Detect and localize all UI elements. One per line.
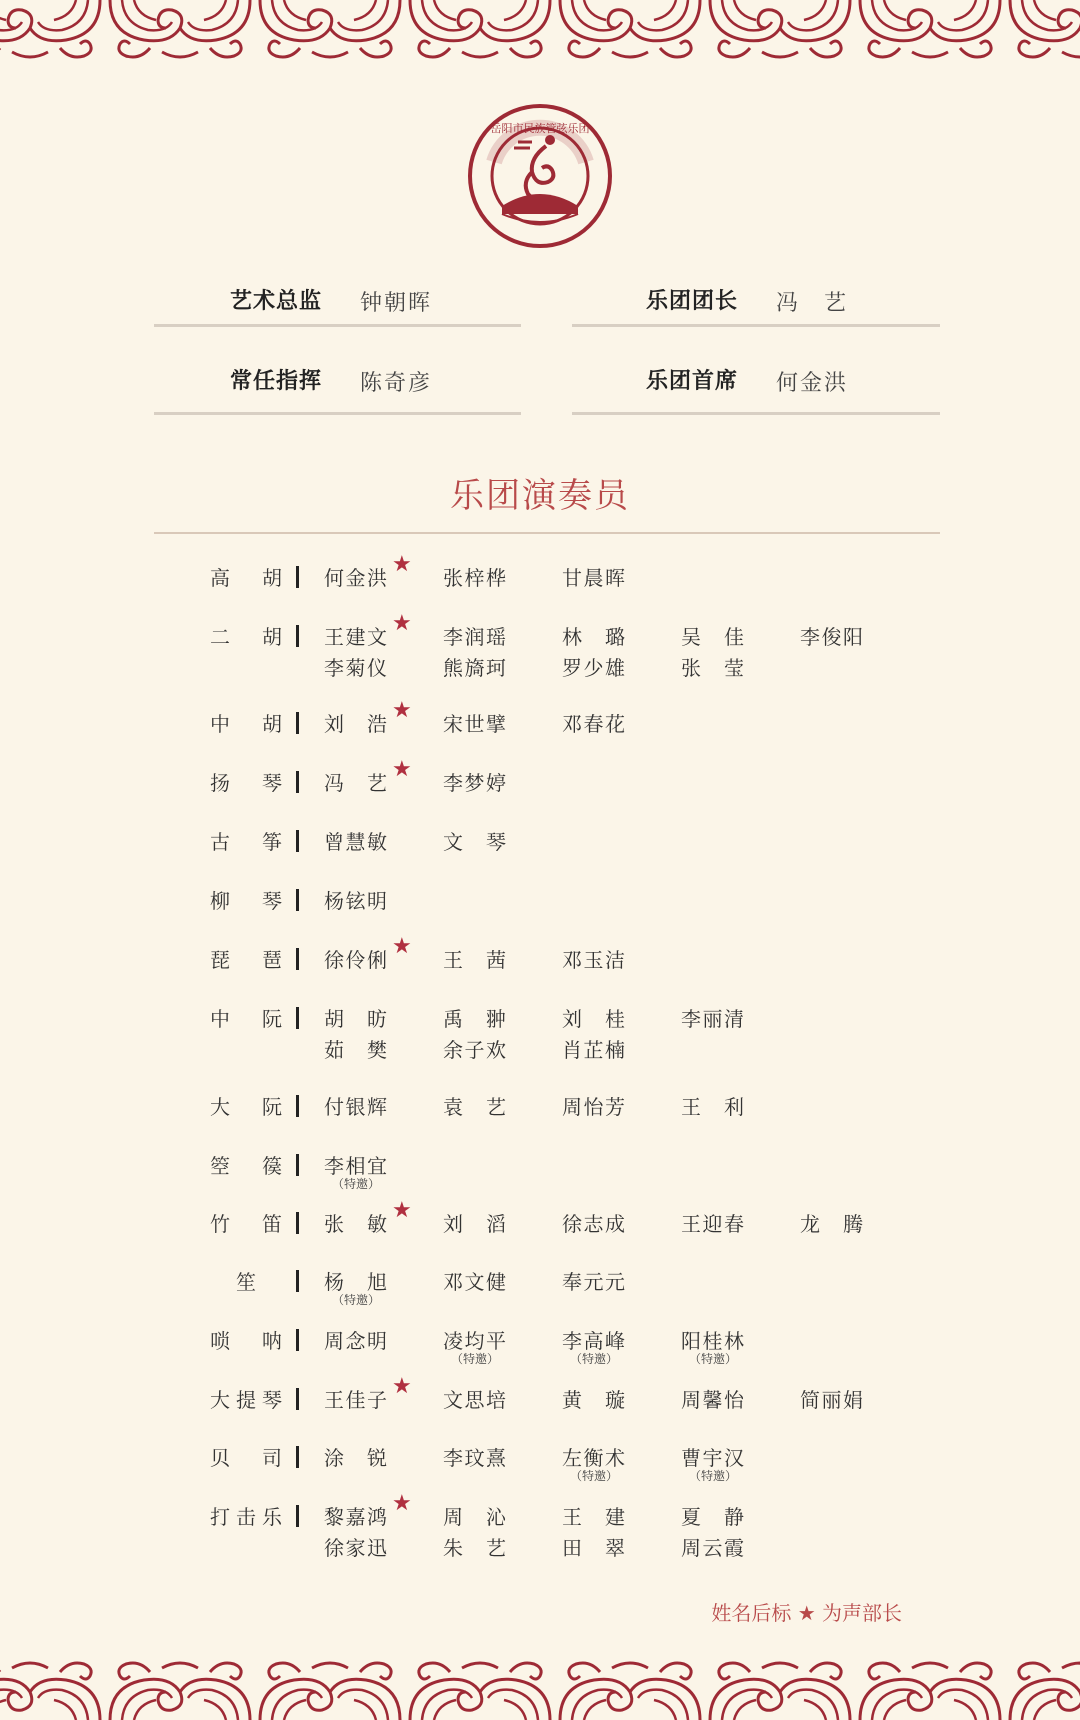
section-separator [296,889,299,911]
section-title: 乐团演奏员 [450,476,630,516]
guest-note: （特邀） [688,1352,737,1366]
star-icon: ★ [392,934,413,959]
instrument-label: 扬 琴 [210,771,282,795]
leader-row-art-director [154,274,521,327]
instrument-label: 打击乐 [210,1505,282,1529]
player-name: 王 利 [681,1095,745,1119]
player [681,621,745,650]
player-name: 李梦婷 [443,771,507,795]
player [324,1532,388,1561]
player-name: 李俊阳 [800,625,864,649]
instrument-label: 唢 呐 [210,1329,282,1353]
player-name: 袁 艺 [443,1095,507,1119]
director-name: 冯 艺 [776,291,849,316]
star-icon: ★ [392,1198,413,1223]
section-separator [296,712,299,734]
player [324,826,388,855]
guest-note: （特邀） [450,1352,499,1366]
player [324,1266,388,1307]
player [681,652,745,681]
section-separator [296,625,299,647]
player-name: 夏 静 [681,1505,745,1529]
player [562,1266,626,1295]
player-name: 张 敏 [324,1212,388,1236]
bottom-cloud-border [0,1654,1080,1720]
player [324,1374,413,1413]
player-name: 简丽娟 [800,1388,864,1412]
player [681,1384,745,1413]
section-row [0,1325,1080,1385]
player-name: 李玟熹 [443,1446,507,1470]
player-name: 李高峰 [562,1329,626,1353]
star-icon: ★ [392,1491,413,1516]
player [562,1325,626,1366]
player-name: 徐志成 [562,1212,626,1236]
player [562,1501,626,1530]
section-row [0,1266,1080,1326]
player-name: 阳桂林 [681,1329,745,1353]
instrument-label: 贝 司 [210,1446,282,1470]
player [443,1034,507,1063]
player [562,1442,626,1483]
instrument-label: 中 阮 [210,1007,282,1031]
player [562,708,626,737]
player [324,652,388,681]
section-row [0,1150,1080,1210]
player [681,1003,745,1032]
player-name: 刘 浩 [324,712,388,736]
instrument-label: 琵 琶 [210,948,282,972]
player-name: 李相宜 [324,1154,388,1178]
section-separator [296,1329,299,1351]
player-name: 刘 滔 [443,1212,507,1236]
player [324,552,413,591]
player [443,1384,507,1413]
player-name: 何金洪 [324,566,388,590]
instrument-label: 中 胡 [210,712,282,736]
section-separator [296,1212,299,1234]
player [443,1208,507,1237]
player [562,1091,626,1120]
section-row [0,1091,1080,1151]
conductor-name: 陈奇彦 [360,371,433,396]
player [443,1501,507,1530]
player [443,826,507,855]
section-separator [296,566,299,588]
section-separator [296,1095,299,1117]
player-name: 黄 璇 [562,1388,626,1412]
player [324,611,413,650]
instrument-label: 二 胡 [210,625,282,649]
art-director-label: 艺术总监 [230,289,323,314]
player-name: 朱 艺 [443,1536,507,1560]
player [443,621,507,650]
section-separator [296,1007,299,1029]
player [681,1442,745,1483]
section-row [0,1491,1080,1561]
player-name: 左衡术 [562,1446,626,1470]
player-name: 文 琴 [443,830,507,854]
player [562,1034,626,1063]
player-name: 奉元元 [562,1270,626,1294]
section-separator [296,1388,299,1410]
player-name: 曾慧敏 [324,830,388,854]
player-name: 茹 樊 [324,1038,388,1062]
section-row [0,1442,1080,1502]
player-name: 龙 腾 [800,1212,864,1236]
instrument-label: 竹 笛 [210,1212,282,1236]
section-row [0,826,1080,886]
player [324,934,413,973]
concertmaster-name: 何金洪 [776,371,849,396]
section-row [0,885,1080,945]
player-name: 余子欢 [443,1038,507,1062]
section-row [0,1003,1080,1063]
player-name: 宋世擘 [443,712,507,736]
star-icon: ★ [392,757,413,782]
player-name: 周念明 [324,1329,388,1353]
director-label: 乐团团长 [646,289,739,314]
instrument-label: 大提琴 [210,1388,282,1412]
instrument-label: 柳 琴 [210,889,282,913]
player-name: 文思培 [443,1388,507,1412]
player-name: 禹 翀 [443,1007,507,1031]
player-name: 杨 旭 [324,1270,388,1294]
instrument-label: 大 阮 [210,1095,282,1119]
section-row [0,934,1080,1004]
player [443,708,507,737]
player-name: 罗少雄 [562,656,626,680]
player [443,1442,507,1471]
player-name: 林 璐 [562,625,626,649]
star-icon: ★ [392,698,413,723]
player-name: 王迎春 [681,1212,745,1236]
section-divider [154,532,940,534]
player [681,1325,745,1366]
player-name: 田 翠 [562,1536,626,1560]
guest-note: （特邀） [331,1177,380,1191]
player-name: 付银辉 [324,1095,388,1119]
player [562,944,626,973]
player [800,621,864,650]
player-name: 杨铉明 [324,889,388,913]
player [324,698,413,737]
player-name: 王 茜 [443,948,507,972]
player-name: 周馨怡 [681,1388,745,1412]
player [324,885,388,914]
player [681,1532,745,1561]
player [324,1003,388,1032]
player-name: 肖芷楠 [562,1038,626,1062]
player-name: 刘 桂 [562,1007,626,1031]
player [324,757,413,796]
player-name: 李润瑶 [443,625,507,649]
player-name: 黎嘉鸿 [324,1505,388,1529]
player [681,1208,745,1237]
section-row [0,698,1080,768]
guest-note: （特邀） [688,1469,737,1483]
star-icon: ★ [392,552,413,577]
player [443,1091,507,1120]
section-separator [296,948,299,970]
instrument-label: 笙 [236,1270,256,1294]
player [443,1532,507,1561]
player [800,1208,864,1237]
top-cloud-border [0,0,1080,66]
player [324,1034,388,1063]
instrument-label: 古 筝 [210,830,282,854]
player [443,1003,507,1032]
player [324,1325,388,1354]
player-name: 邓文健 [443,1270,507,1294]
player [443,652,507,681]
player-name: 曹宇汉 [681,1446,745,1470]
player [443,944,507,973]
player [324,1091,388,1120]
player-name: 王 建 [562,1505,626,1529]
player-name: 周云霞 [681,1536,745,1560]
section-row [0,757,1080,827]
player-name: 甘晨晖 [562,566,626,590]
player-name: 吴 佳 [681,625,745,649]
player [681,1501,745,1530]
player-name: 冯 艺 [324,771,388,795]
star-icon: ★ [392,611,413,636]
player [562,1003,626,1032]
guest-note: （特邀） [569,1352,618,1366]
player-name: 胡 昉 [324,1007,388,1031]
player [443,767,507,796]
art-director-name: 钟朝晖 [360,291,433,316]
player [800,1384,864,1413]
section-row [0,611,1080,681]
player [562,1532,626,1561]
player [681,1091,745,1120]
section-separator [296,1270,299,1292]
player-name: 王建文 [324,625,388,649]
player-name: 周 沁 [443,1505,507,1529]
player [562,621,626,650]
section-separator [296,1505,299,1527]
player [324,1150,388,1191]
section-row [0,552,1080,622]
instrument-label: 箜 篌 [210,1154,282,1178]
section-separator [296,1446,299,1468]
leader-row-director [572,274,940,327]
player-name: 熊旖珂 [443,656,507,680]
player [562,562,626,591]
concertmaster-label: 乐团首席 [646,369,739,394]
player [443,562,507,591]
player [324,1442,388,1471]
player-name: 李丽清 [681,1007,745,1031]
player-name: 张梓桦 [443,566,507,590]
player-name: 王佳子 [324,1388,388,1412]
star-icon: ★ [392,1374,413,1399]
player-name: 周怡芳 [562,1095,626,1119]
player-name: 涂 锐 [324,1446,388,1470]
player-name: 凌均平 [443,1329,507,1353]
player-name: 张 莹 [681,656,745,680]
orchestra-emblem [466,102,614,250]
player [443,1266,507,1295]
section-separator [296,830,299,852]
section-row [0,1374,1080,1444]
footnote: 姓名后标 ★ 为声部长 [711,1601,902,1625]
player [562,1208,626,1237]
player-name: 邓春花 [562,712,626,736]
player [324,1491,413,1530]
player-name: 李菊仪 [324,656,388,680]
conductor-label: 常任指挥 [230,369,323,394]
logo-name-text: 岳阳市民族管弦乐团 [490,122,590,135]
player-name: 徐家迅 [324,1536,388,1560]
player-name: 邓玉洁 [562,948,626,972]
player [562,652,626,681]
player [324,1198,413,1237]
guest-note: （特邀） [331,1293,380,1307]
player [562,1384,626,1413]
guest-note: （特邀） [569,1469,618,1483]
section-separator [296,1154,299,1176]
leader-row-conductor [154,362,521,415]
player-name: 徐伶俐 [324,948,388,972]
section-row [0,1198,1080,1268]
player [443,1325,507,1366]
instrument-label: 高 胡 [210,566,282,590]
section-separator [296,771,299,793]
leader-row-concertmaster [572,362,940,415]
